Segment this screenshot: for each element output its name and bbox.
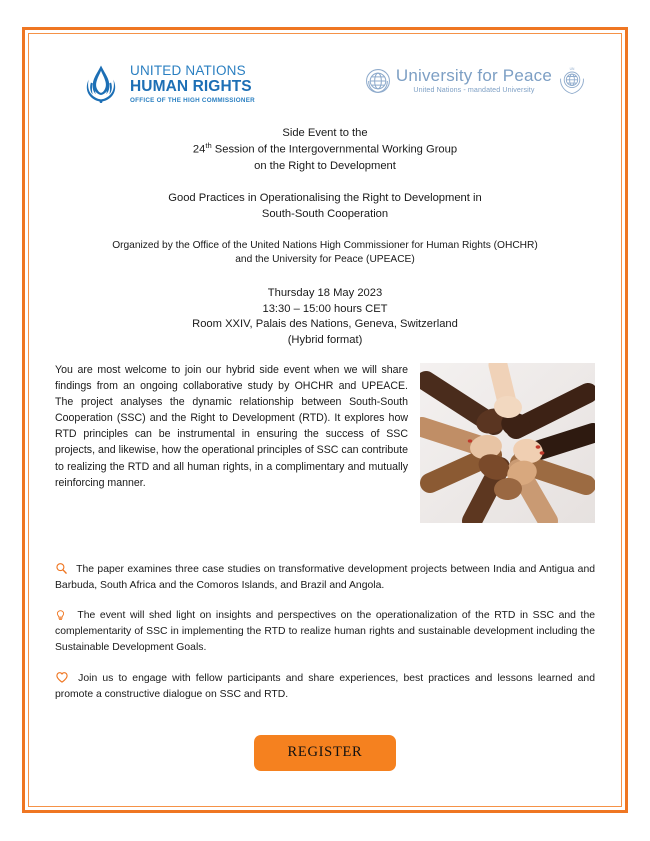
bullet-item (55, 562, 595, 594)
light-bulb-icon (55, 608, 71, 619)
subject-line-1: Good Practices in Operationalising the Right to Development in (168, 192, 482, 205)
event-title-block (55, 126, 595, 174)
ohchr-flame-laurel-emblem-icon (79, 62, 123, 106)
logo-row (55, 56, 595, 118)
un-mandated-university-seal-icon (557, 66, 587, 96)
event-venue: Room XXIV, Palais des Nations, Geneva, Switzerland (192, 318, 458, 331)
upeace-wordmark (396, 67, 552, 94)
bullet-list (55, 562, 595, 703)
bullet-text: The event will shed light on insights and perspectives on the operationalization of the RTD in SSC and the complementarity of SSC in implementing the RTD to realize human rights and sustainable development including the Sustainable Development Goals. (55, 610, 595, 654)
title-line-3: on the Right to Development (254, 159, 396, 172)
upeace-line1: University for Peace (395, 66, 552, 86)
ohchr-line2: HUMAN RIGHTS (130, 78, 252, 96)
flyer-frame (22, 27, 628, 813)
cta-row (55, 735, 595, 771)
organizers-block (55, 239, 595, 267)
magnifying-glass-icon (55, 562, 71, 573)
flyer-inner-border (28, 33, 622, 807)
subject-line-2: South-South Cooperation (261, 207, 389, 220)
lead-section (55, 362, 595, 532)
ohchr-wordmark (130, 64, 255, 104)
upeace-globe-laurel-emblem-icon (365, 68, 391, 94)
lead-paragraph: You are most welcome to join our hybrid side event when we will share findings from an ongoing collaborative study by OHCHR and UPEACE. The project analyses the dynamic relationship between South-South Cooperation (SSC) and the Right to Development (RTD). It explores how RTD principles can be instrumental in ensuring the success of SSC projects, and likewise, how the operational principles of SSC can contribute to realizing the RTD and all human rights, in a complimentary and mutually reinforcing manner. (55, 363, 408, 489)
ohchr-logo (79, 62, 255, 106)
bullet-text: The paper examines three case studies on transformative development projects between India and Antigua and Barbuda, South Africa and the Comoros Islands, and Brazil and Angola. (55, 563, 596, 592)
ohchr-line1: UNITED NATIONS (130, 62, 246, 78)
circle-of-diverse-hands-photo (420, 363, 595, 523)
ordinal-suffix: th (205, 141, 212, 151)
heart-icon (55, 671, 71, 682)
event-date: Thursday 18 May 2023 (267, 287, 383, 300)
event-format: (Hybrid format) (287, 333, 363, 346)
register-button[interactable]: REGISTER (254, 735, 397, 771)
event-subject-block (55, 191, 595, 222)
bullet-item (55, 608, 595, 656)
title-line-2: 24th Session of the Intergovernmental Working Group (192, 141, 458, 157)
bullet-text: Join us to engage with fellow participants and share experiences, best practices and lessons learned and promote a constructive dialogue on SSC and RTD. (55, 672, 595, 700)
upeace-logo (365, 66, 587, 96)
flyer-content (29, 34, 621, 806)
bullet-item (55, 671, 595, 703)
ohchr-line3: OFFICE OF THE HIGH COMMISSIONER (130, 96, 255, 104)
svg-text:UN: UN (569, 67, 575, 72)
organizers-line-1: Organized by the Office of the United Nations High Commissioner for Human Rights (OHCHR) (112, 240, 538, 251)
organizers-line-2: and the University for Peace (UPEACE) (235, 254, 415, 266)
event-time: 13:30 – 15:00 hours CET (262, 302, 388, 315)
event-details-block (55, 286, 595, 348)
title-line-1: Side Event to the (282, 127, 368, 139)
upeace-line2: United Nations - mandated University (413, 86, 535, 95)
